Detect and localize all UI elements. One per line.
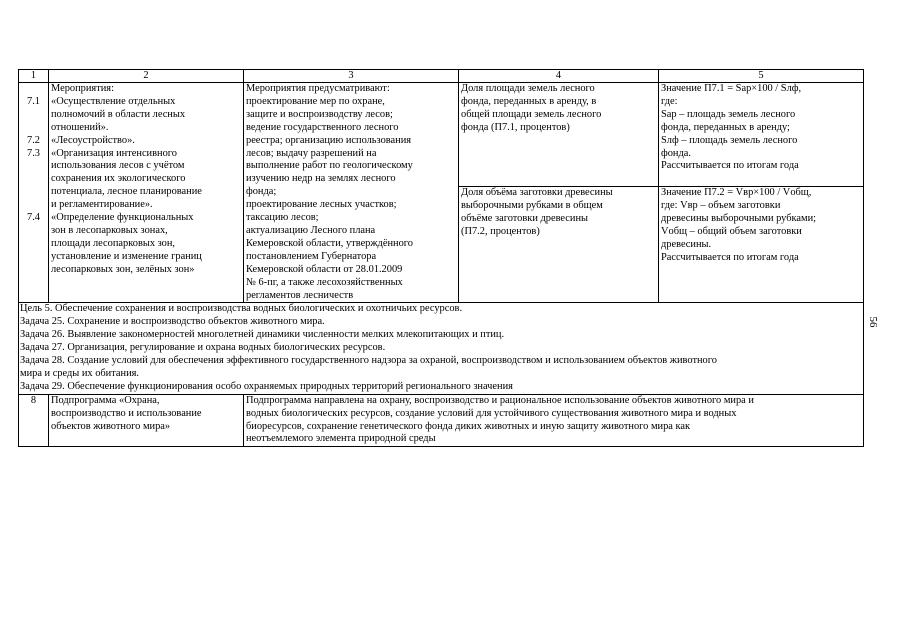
text-line: Рассчитывается по итогам года <box>661 160 799 172</box>
text-line: Доля объёма заготовки древесины <box>461 187 613 199</box>
text-line: «Лесоустройство». <box>51 134 135 146</box>
indicator-cell <box>459 187 659 303</box>
text-line: актуализацию Лесного плана <box>246 224 376 236</box>
goal-row <box>19 303 864 394</box>
text-line: фонда, переданных в аренду, в <box>461 95 597 107</box>
text-line: Кемеровской области, утверждённого <box>246 237 413 249</box>
subprogram-cell <box>49 394 244 447</box>
text-line: выполнение работ по геологическому <box>246 160 413 172</box>
text-line: регламентов лесничеств <box>246 289 354 301</box>
text-line: реестра; организацию использования <box>246 134 412 146</box>
text-line: Рассчитывается по итогам года <box>661 251 799 263</box>
text-line: воспроизводство и использование <box>51 407 202 419</box>
text-line: постановлением Губернатора <box>246 250 377 262</box>
text-line: (П7.2, процентов) <box>461 225 540 237</box>
text-line: объёме заготовки древесины <box>461 213 589 224</box>
row-number: 7.1 <box>27 95 40 107</box>
row-numbers <box>19 83 49 303</box>
text-line: Sлф – площадь земель лесного <box>661 134 798 146</box>
text-line: лесопарковых зон, зелёных зон» <box>51 263 195 275</box>
text-line: «Осуществление отдельных <box>51 95 176 107</box>
text-line: полномочий в области лесных <box>51 108 186 120</box>
indicator-cell <box>459 83 659 187</box>
text-line: проектирование мер по охране, <box>246 95 385 107</box>
table-row <box>19 394 864 447</box>
goal-line: Цель 5. Обеспечение сохранения и воспроизводства водных биологических и охотничьих ресурсов. <box>20 303 463 315</box>
text-line: установление и изменение границ <box>51 250 202 262</box>
text-line: объектов животного мира» <box>51 420 171 432</box>
text-line: Подпрограмма направлена на охрану, воспроизводство и рациональное использование объектов животного мира и <box>246 394 754 406</box>
subprogram-description-cell <box>244 394 864 447</box>
task-line: Задача 27. Организация, регулирование и охрана водных биологических ресурсов. <box>20 342 386 354</box>
row-number: 7.4 <box>27 212 40 224</box>
text-line: лесов; выдачу разрешений на <box>246 147 377 159</box>
text-line: Мероприятия предусматривают: <box>246 83 390 94</box>
text-line: сохранения их экологического <box>51 173 186 185</box>
text-line: Кемеровской области от 28.01.2009 <box>246 263 403 275</box>
header-row <box>19 70 864 83</box>
text-line: № 6-пг, а также лесохозяйственных <box>246 276 403 288</box>
text-line: Мероприятия: <box>51 83 114 94</box>
text-line: таксацию лесов; <box>246 212 319 224</box>
text-line: фонда, переданных в аренду; <box>661 121 790 133</box>
text-line: Подпрограмма «Охрана, <box>51 394 160 406</box>
data-table <box>18 69 864 447</box>
text-line: Vобщ – общий объем заготовки <box>661 225 802 237</box>
text-line: «Организация интенсивного <box>51 147 177 159</box>
row-number: 7.2 <box>27 134 40 146</box>
row-number: 8 <box>19 394 49 447</box>
header-cell: 3 <box>244 70 459 83</box>
text-line: фонда. <box>661 147 691 159</box>
task-line: Задача 29. Обеспечение функционирования особо охраняемых природных территорий регионального значения <box>20 380 513 392</box>
header-cell: 1 <box>19 70 49 83</box>
text-line: «Определение функциональных <box>51 212 194 224</box>
text-line: проектирование лесных участков; <box>246 199 397 211</box>
text-line: фонда (П7.1, процентов) <box>461 121 570 133</box>
table-row <box>19 83 864 187</box>
text-line: Значение П7.2 = Vвр×100 / Vобщ, <box>661 187 812 199</box>
text-line: биоресурсов, сохранение генетического фонда диких животных и иную защиту животного мира как <box>246 420 691 432</box>
text-line: ведение государственного лесного <box>246 121 399 133</box>
text-line: древесины выборочными рубками; <box>661 213 817 224</box>
text-line: фонда; <box>246 186 277 198</box>
goal-cell <box>19 303 864 394</box>
text-line: выборочными рубками в общем <box>461 200 603 212</box>
header-cell: 4 <box>459 70 659 83</box>
task-line: Задача 26. Выявление закономерностей многолетней динамики численности мелких млекопитающих и птиц. <box>20 329 505 341</box>
text-line: неотъемлемого элемента природной среды <box>246 433 436 445</box>
text-line: общей площади земель лесного <box>461 108 602 120</box>
text-line: зон в лесопарковых зонах, <box>51 224 168 236</box>
text-line: Sар – площадь земель лесного <box>661 108 796 120</box>
text-line: площади лесопарковых зон, <box>51 237 176 249</box>
header-cell: 5 <box>659 70 864 83</box>
text-line: Значение П7.1 = Sар×100 / Sлф, <box>661 83 802 94</box>
text-line: Доля площади земель лесного <box>461 83 595 94</box>
text-line: изучению недр на землях лесного <box>246 173 396 185</box>
header-cell: 2 <box>49 70 244 83</box>
text-line: отношений». <box>51 121 109 133</box>
task-line: Задача 28. Создание условий для обеспечения эффективного государственного надзора за охраной, воспроизводством и использованием объектов животного <box>20 355 717 367</box>
formula-cell <box>659 83 864 187</box>
text-line: водных биологических ресурсов, создание условий для устойчивого существования животного мира и водных <box>246 407 737 419</box>
description-cell <box>244 83 459 303</box>
activities-cell <box>49 83 244 303</box>
text-line: защите и воспроизводству лесов; <box>246 108 393 120</box>
text-line: и регламентирование». <box>51 199 153 211</box>
text-line: использования лесов с учётом <box>51 160 185 172</box>
page-number: 56 <box>867 316 879 328</box>
formula-cell <box>659 187 864 303</box>
text-line: потенциала, лесное планирование <box>51 186 202 198</box>
text-line: где: <box>661 95 678 107</box>
row-number: 7.3 <box>27 147 40 159</box>
task-line: мира и среды их обитания. <box>20 367 140 379</box>
text-line: где: Vвр – объем заготовки <box>661 200 781 212</box>
text-line: древесины. <box>661 238 712 250</box>
task-line: Задача 25. Сохранение и воспроизводство объектов животного мира. <box>20 316 325 328</box>
